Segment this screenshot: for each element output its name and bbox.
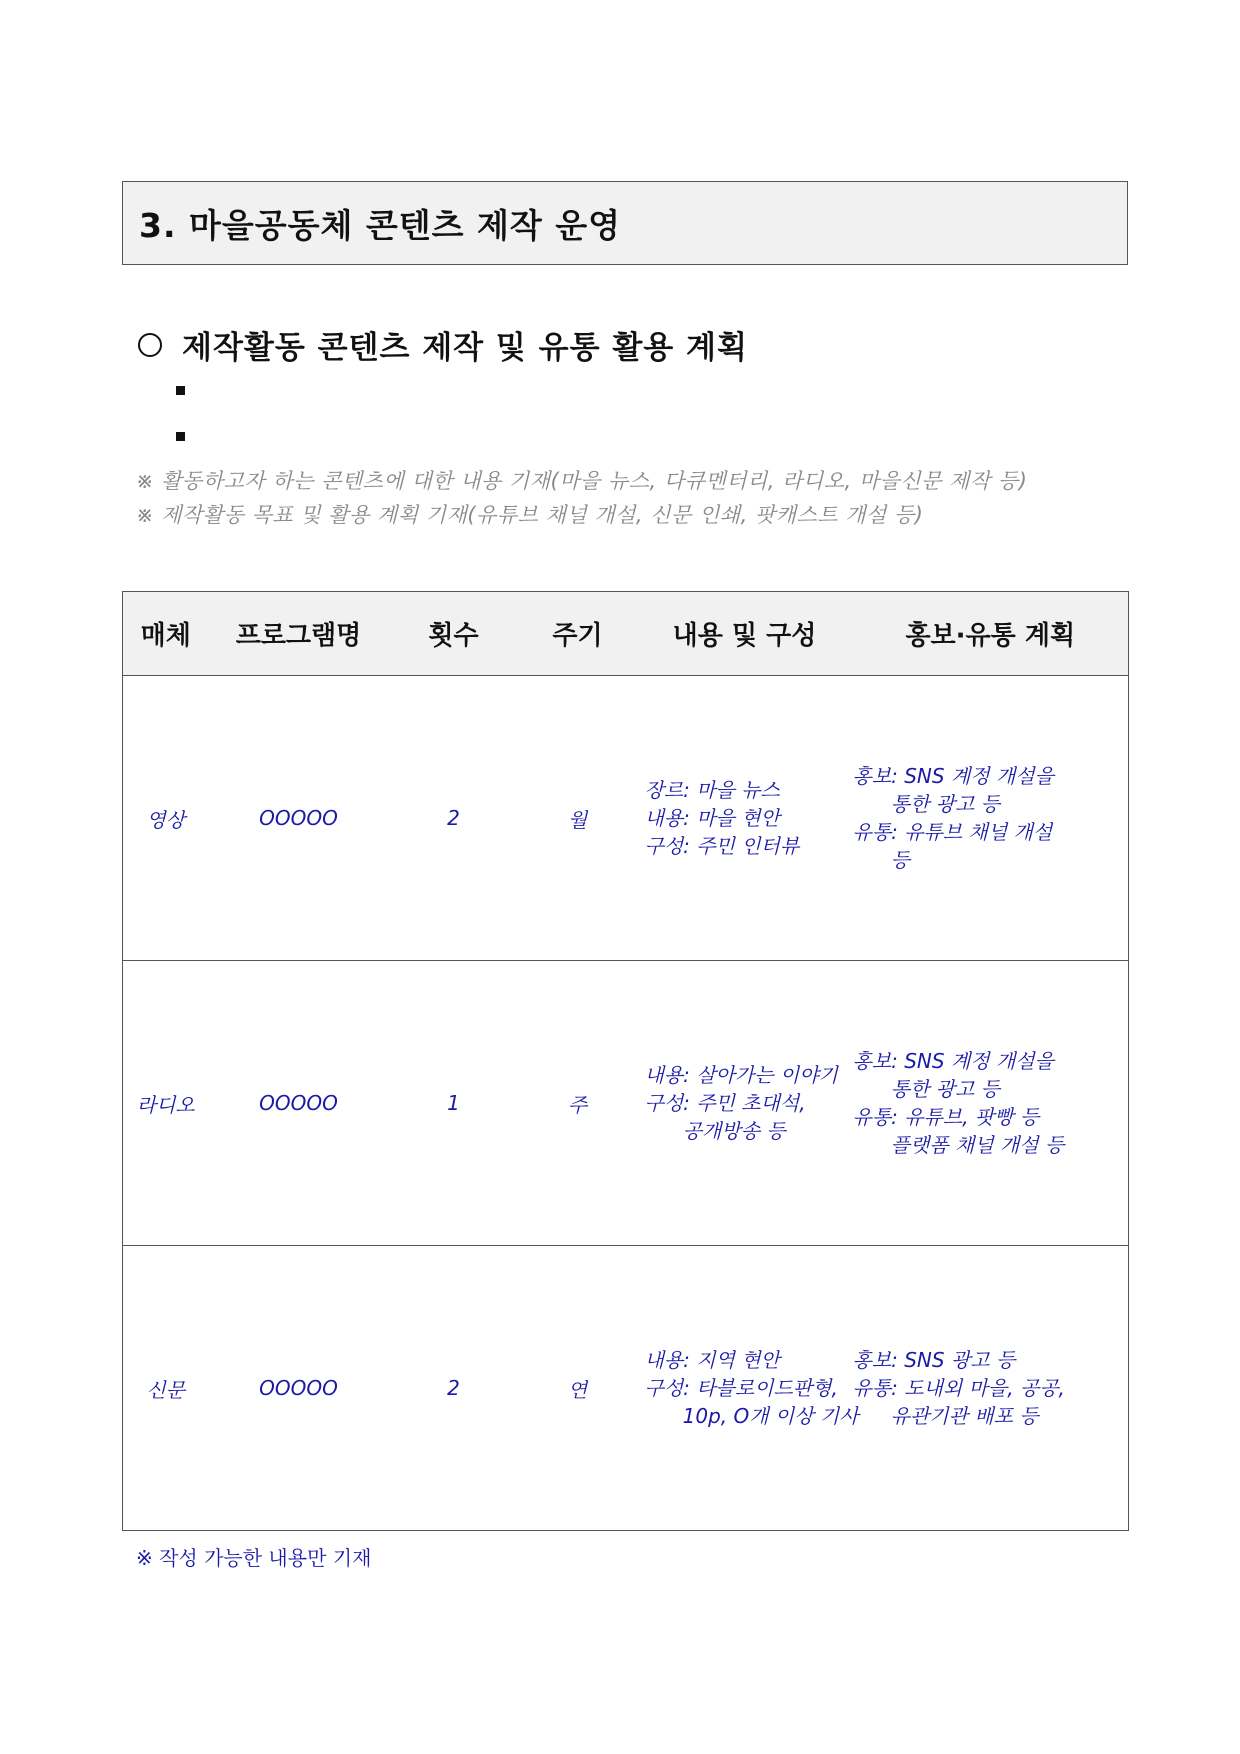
promo-cell: 홍보: SNS 계정 개설을 통한 광고 등 유통: 유튜브, 팟빵 등 플랫폼 채널 개설 등 (853, 961, 1129, 1246)
program-cell: OOOOO (209, 676, 389, 961)
header-cycle: 주기 (519, 592, 637, 676)
media-cell: 영상 (123, 676, 209, 961)
content-plan-table (122, 591, 1129, 1531)
media-cell: 신문 (123, 1246, 209, 1531)
count-cell: 1 (389, 961, 519, 1246)
table-row (123, 1246, 1129, 1531)
header-promo: 홍보·유통 계획 (853, 592, 1129, 676)
promo-cell: 홍보: SNS 계정 개설을 통한 광고 등 유통: 유튜브 채널 개설 등 (853, 676, 1129, 961)
section-title: 3. 마을공동체 콘텐츠 제작 운영 (139, 205, 621, 245)
header-content: 내용 및 구성 (637, 592, 853, 676)
header-media: 매체 (123, 592, 209, 676)
cycle-cell: 월 (519, 676, 637, 961)
content-cell: 내용: 지역 현안 구성: 타블로이드판형, 10p, O개 이상 기사 (637, 1246, 853, 1531)
content-cell: 장르: 마을 뉴스 내용: 마을 현안 구성: 주민 인터뷰 (637, 676, 853, 961)
program-cell: OOOOO (209, 961, 389, 1246)
media-cell: 라디오 (123, 961, 209, 1246)
section-header (122, 181, 1128, 265)
footnote: ※ 작성 가능한 내용만 기재 (136, 1546, 372, 1570)
table-row (123, 676, 1129, 961)
square-bullet-icon (176, 386, 185, 395)
table-header-row (123, 592, 1129, 676)
cycle-cell: 주 (519, 961, 637, 1246)
table-row (123, 961, 1129, 1246)
guide-note: ※ 제작활동 목표 및 활용 계획 기재(유튜브 채널 개설, 신문 인쇄, 팟캐스트 개설 등) (136, 503, 924, 527)
program-cell: OOOOO (209, 1246, 389, 1531)
promo-cell: 홍보: SNS 광고 등 유통: 도내외 마을, 공공, 유관기관 배포 등 (853, 1246, 1129, 1531)
guide-note: ※ 활동하고자 하는 콘텐츠에 대한 내용 기재(마을 뉴스, 다큐멘터리, 라디오, 마을신문 제작 등) (136, 469, 1028, 493)
cycle-cell: 연 (519, 1246, 637, 1531)
content-cell: 내용: 살아가는 이야기 구성: 주민 초대석, 공개방송 등 (637, 961, 853, 1246)
circle-bullet-icon (138, 333, 162, 357)
count-cell: 2 (389, 676, 519, 961)
header-count: 횟수 (389, 592, 519, 676)
square-bullet-icon (176, 432, 185, 441)
subheading (138, 322, 748, 367)
count-cell: 2 (389, 1246, 519, 1531)
header-program: 프로그램명 (209, 592, 389, 676)
subheading-text: 제작활동 콘텐츠 제작 및 유통 활용 계획 (182, 330, 748, 366)
